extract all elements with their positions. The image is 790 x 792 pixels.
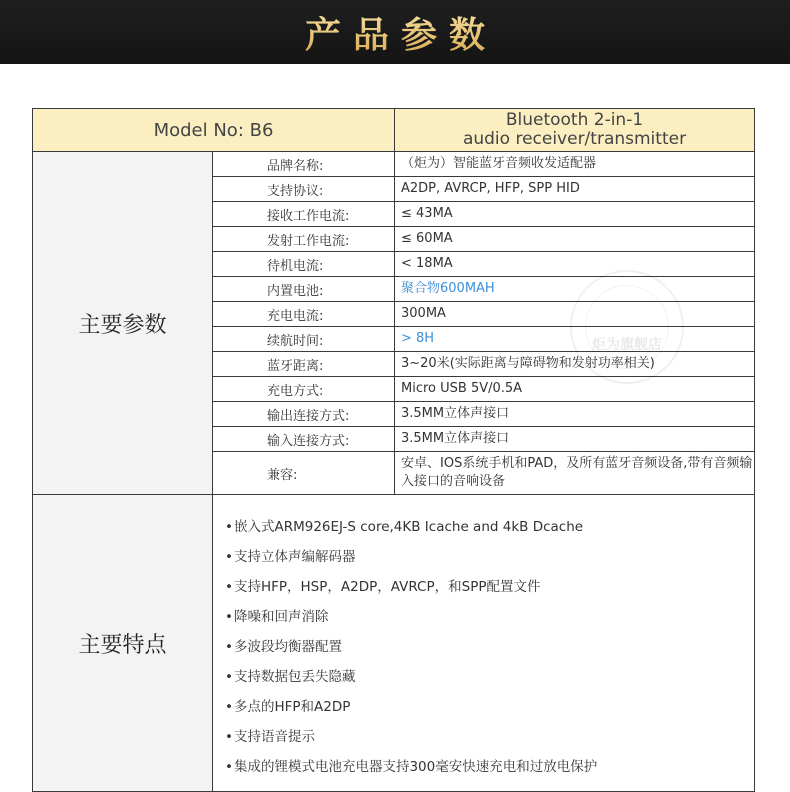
feature-text: 多波段均衡器配置 <box>233 639 342 655</box>
param-value: 3~20米(实际距离与障碍物和发射功率相关) <box>395 352 755 377</box>
param-value: 3.5MM立体声接口 <box>395 402 755 427</box>
feature-item <box>225 692 754 722</box>
bullet-icon: • <box>225 759 233 775</box>
bullet-icon: • <box>225 519 233 535</box>
param-label: 续航时间: <box>213 327 395 352</box>
model-number: Model No: B6 <box>33 109 395 152</box>
features-group-label: 主要特点 <box>33 495 213 792</box>
watermark-text: 炬为旗舰店 <box>592 337 662 353</box>
param-label: 发射工作电流: <box>213 227 395 252</box>
bullet-icon: • <box>225 669 233 685</box>
param-label: 输出连接方式: <box>213 402 395 427</box>
bullet-icon: • <box>225 699 233 715</box>
param-label: 品牌名称: <box>213 152 395 177</box>
product-description-line1: Bluetooth 2-in-1 <box>505 110 644 130</box>
feature-text: 多点的HFP和A2DP <box>233 699 351 715</box>
feature-text: 支持HFP，HSP，A2DP，AVRCP，和SPP配置文件 <box>233 579 541 595</box>
bullet-icon: • <box>225 579 233 595</box>
bullet-icon: • <box>225 609 233 625</box>
param-value: ≤ 43MA <box>395 202 755 227</box>
param-value: A2DP, AVRCP, HFP, SPP HID <box>395 177 755 202</box>
param-label: 接收工作电流: <box>213 202 395 227</box>
feature-text: 支持语音提示 <box>233 729 315 745</box>
bullet-icon: • <box>225 729 233 745</box>
params-group-label: 主要参数 <box>33 152 213 495</box>
param-label: 支持协议: <box>213 177 395 202</box>
param-value: 安卓、IOS系统手机和PAD，及所有蓝牙音频设备,带有音频输入接口的音响设备 <box>395 452 755 495</box>
banner-title: 产品参数 <box>293 7 497 58</box>
feature-item <box>225 662 754 692</box>
param-value: （炬为）智能蓝牙音频收发适配器 <box>395 152 755 177</box>
feature-item <box>225 722 754 752</box>
param-value-highlight: 聚合物600MAH <box>395 277 755 302</box>
feature-text: 嵌入式ARM926EJ-S core,4KB Icache and 4kB Dcache <box>233 519 584 535</box>
feature-item <box>225 572 754 602</box>
feature-item <box>225 752 754 782</box>
param-label: 内置电池: <box>213 277 395 302</box>
param-label: 待机电流: <box>213 252 395 277</box>
param-label: 蓝牙距离: <box>213 352 395 377</box>
params-section <box>33 152 755 495</box>
feature-item <box>225 542 754 572</box>
page-banner <box>0 0 790 64</box>
param-value: 3.5MM立体声接口 <box>395 427 755 452</box>
feature-text: 支持立体声编解码器 <box>233 549 356 565</box>
param-value: < 18MA <box>395 252 755 277</box>
feature-text: 降噪和回声消除 <box>233 609 329 625</box>
feature-list <box>213 495 754 782</box>
bullet-icon: • <box>225 549 233 565</box>
table-header-row <box>33 109 755 152</box>
product-description-line2: audio receiver/transmitter <box>462 129 687 149</box>
param-label: 充电方式: <box>213 377 395 402</box>
feature-item <box>225 512 754 542</box>
product-description <box>395 109 755 152</box>
features-cell <box>213 495 755 792</box>
feature-item <box>225 632 754 662</box>
param-value: 300MA <box>395 302 755 327</box>
param-value-highlight: > 8H <box>395 327 755 352</box>
bullet-icon: • <box>225 639 233 655</box>
feature-text: 支持数据包丢失隐藏 <box>233 669 356 685</box>
param-label: 输入连接方式: <box>213 427 395 452</box>
features-section <box>33 495 755 792</box>
param-label: 兼容: <box>213 452 395 495</box>
param-value: Micro USB 5V/0.5A <box>395 377 755 402</box>
feature-text: 集成的锂模式电池充电器支持300毫安快速充电和过放电保护 <box>233 759 598 775</box>
param-value: ≤ 60MA <box>395 227 755 252</box>
feature-item <box>225 602 754 632</box>
spec-table <box>32 108 755 792</box>
param-label: 充电电流: <box>213 302 395 327</box>
